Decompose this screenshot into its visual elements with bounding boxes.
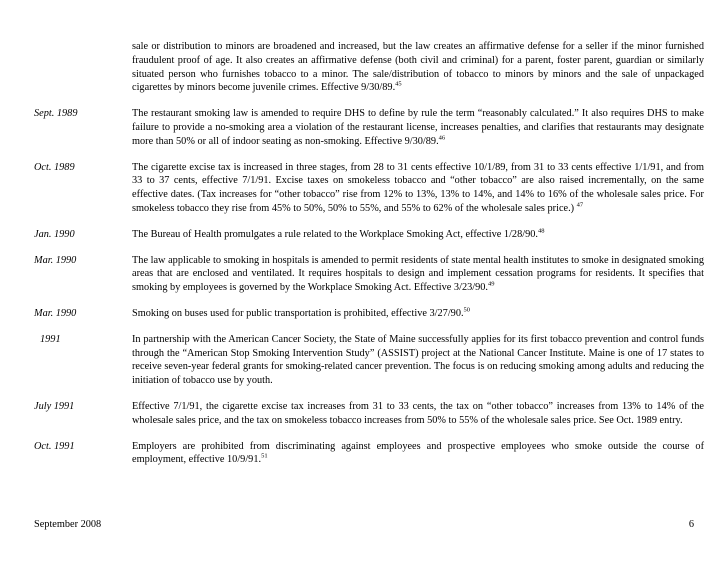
timeline-entry (34, 333, 704, 388)
timeline-entry (34, 254, 704, 295)
entry-text: The cigarette excise tax is increased in three stages, from 28 to 31 cents effective 10/1/89, from 31 to 33 cents effective 1/1/91, and from 33 to 37 cents, effective 7/1/91. Excise taxes on smokeless tobacco and “other tobacco” are also raised incrementally, on the same effective dates. (Tax increases for “other tobacco” rise from 12% to 13%, 13% to 14%, and 14% to 16% of the wholesale sales price. For smokeless tobacco they rise from 45% to 50%, 50% to 55%, and 55% to 62% of the wholesale sales price.) $^{47}$ (132, 161, 704, 214)
entry-text: The law applicable to smoking in hospitals is amended to permit residents of state mental health institutes to smoke in designated smoking areas that are enclosed and ventilated. It requires hospitals to design and implement cessation programs for residents. It specifies that smoking by employees is governed by the Workplace Smoking Act. Effective 3/23/90.49 (132, 254, 704, 294)
entry-text: In partnership with the American Cancer Society, the State of Maine successfully applies for its first tobacco prevention and control funds through the “American Stop Smoking Intervention Study” (ASSIST) project at the National Cancer Institute. Maine is one of 17 states to receive seven-year federal grants for smoking-related cancer prevention. The focus is on reducing smoking among adults and reducing the initiation of tobacco use by youth. (132, 333, 704, 387)
timeline-entry (34, 400, 704, 428)
footnote-ref: 49 (487, 280, 495, 288)
entry-text: The restaurant smoking law is amended to require DHS to define by rule the term “reasonably calculated.” It also requires DHS to make failure to provide a no-smoking area a violation of the restaurant license, increases penalties, and clarifies that restaurants may designate more than 50% or all of indoor seating as non-smoking. Effective 9/30/89.46 (132, 108, 704, 147)
footnote-ref: 47 (576, 201, 584, 209)
timeline-entry (34, 161, 704, 216)
timeline-entry (34, 440, 704, 468)
footer-date: September 2008 (34, 519, 102, 530)
footnote-ref: 48 (537, 227, 545, 235)
timeline-entry (34, 107, 704, 148)
timeline-entry (34, 40, 704, 95)
entry-date: Jan. 1990 (34, 228, 75, 240)
entry-date: Mar. 1990 (34, 254, 77, 266)
entry-date: Oct. 1989 (34, 161, 75, 173)
page-number: 6 (688, 519, 694, 530)
footnote-ref: 51 (261, 452, 268, 460)
timeline-entry (34, 307, 704, 321)
footnote-ref: 50 (463, 306, 471, 314)
entry-text: Effective 7/1/91, the cigarette excise tax increases from 31 to 33 cents, the tax on “other tobacco” increases from 13% to 14% of the wholesale sales price, and the tax on smokeless tobacco increases from 50% to 55% of the wholesale sales price. See Oct. 1989 entry. (132, 400, 704, 426)
timeline-entries (34, 40, 704, 479)
entry-text: The Bureau of Health promulgates a rule related to the Workplace Smoking Act, effective 1/28/90.48 (132, 227, 545, 240)
entry-text: Smoking on buses used for public transportation is prohibited, effective 3/27/90.50 (132, 306, 471, 319)
footnote-ref: 45 (395, 80, 402, 88)
entry-date: Mar. 1990 (34, 307, 77, 319)
footnote-ref: 46 (438, 134, 446, 142)
entry-date (34, 40, 132, 95)
entry-text: Employers are prohibited from discriminating against employees and prospective employees who smoke outside the course of employment, effective 10/9/91.51 (132, 440, 704, 466)
entry-text: sale or distribution to minors are broadened and increased, but the law creates an affirmative defense for a seller if the minor furnished fraudulent proof of age. It also creates an affirmative defense (both civil and criminal) for a parent, foster parent, guardian or similarly situated person who furnishes tobacco to a minor. The sale/distribution of tobacco to minors by minors and the sale of unpackaged cigarettes by minors become juvenile crimes. Effective 9/30/89.45 (132, 41, 704, 94)
entry-date: Sept. 1989 (34, 108, 78, 120)
entry-date: July 1991 (34, 400, 75, 412)
timeline-entry (34, 228, 704, 242)
entry-date: 1991 (40, 333, 61, 345)
entry-date: Oct. 1991 (34, 440, 75, 452)
